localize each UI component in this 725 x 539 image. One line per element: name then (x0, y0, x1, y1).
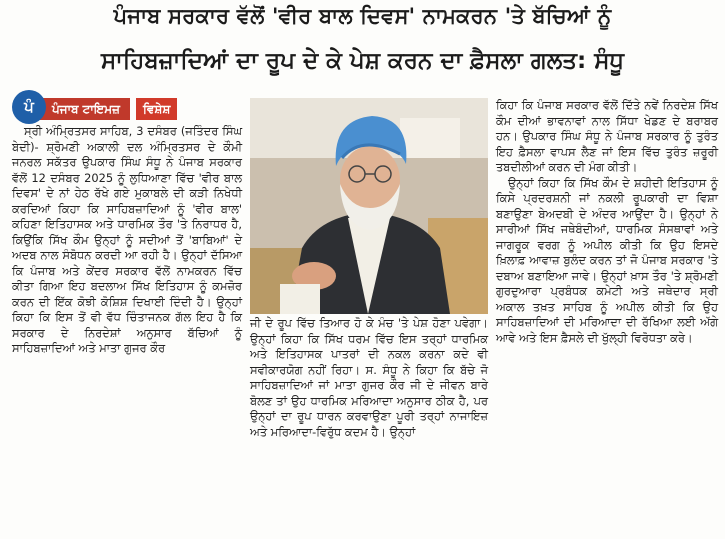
article-paragraph: ਸ੍ਰੀ ਅੰਮ੍ਰਿਤਸਰ ਸਾਹਿਬ, 3 ਦਸੰਬਰ (ਜਤਿੰਦਰ ਸਿੰਘ ਬੇਦੀ)- ਸ਼੍ਰੋਮਣੀ ਅਕਾਲੀ ਦਲ ਅੰਮ੍ਰਿਤਸਰ ਦੇ ਕੌਮੀ ਜਨਰਲ ਸਕੱਤਰ ਉਪਕਾਰ ਸਿੰਘ ਸੰਧੂ ਨੇ ਪੰਜਾਬ ਸਰਕਾਰ ਵੱਲੋਂ 12 ਦਸੰਬਰ 2025 ਨੂੰ ਲੁਧਿਆਣਾ ਵਿੱਚ 'ਵੀਰ ਬਾਲ ਦਿਵਸ' ਦੇ ਨਾਂ ਹੇਠ ਰੱਖੇ ਗਏ ਮੁਕਾਬਲੇ ਦੀ ਕੜੀ ਨਿਖੇਧੀ ਕਰਦਿਆਂ ਕਿਹਾ ਕਿ ਸਾਹਿਬਜ਼ਾਦਿਆਂ ਨੂੰ 'ਵੀਰ ਬਾਲ' ਕਹਿਣਾ ਇਤਿਹਾਸਕ ਅਤੇ ਧਾਰਮਿਕ ਤੌਰ 'ਤੇ ਨਿਰਾਧਰ ਹੈ, ਕਿਉਂਕਿ ਸਿੱਖ ਕੌਮ ਉਨ੍ਹਾਂ ਨੂੰ ਸਦੀਆਂ ਤੋਂ 'ਬਾਬਿਆਂ' ਦੇ ਅਦਬ ਨਾਲ ਸੰਬੋਧਨ ਕਰਦੀ ਆ ਰਹੀ ਹੈ। ਉਨ੍ਹਾਂ ਦੱਸਿਆ ਕਿ ਪੰਜਾਬ ਅਤੇ ਕੇਂਦਰ ਸਰਕਾਰ ਵੱਲੋਂ ਨਾਮਕਰਨ ਵਿੱਚ ਕੀਤਾ ਗਿਆ ਇਹ ਬਦਲਾਅ ਸਿੱਖ ਇਤਿਹਾਸ ਨੂੰ ਕਮਜ਼ੋਰ ਕਰਨ ਦੀ ਇੱਕ ਕੋਝੀ ਕੋਸ਼ਿਸ਼ ਦਿਖਾਈ ਦਿੰਦੀ ਹੈ। ਉਨ੍ਹਾਂ ਕਿਹਾ ਕਿ ਇਸ ਤੋਂ ਵੀ ਵੱਧ ਚਿੰਤਾਜਨਕ ਗੱਲ ਇਹ ਹੈ ਕਿ ਸਰਕਾਰ ਦੇ ਨਿਰਦੇਸ਼ਾਂ ਅਨੁਸਾਰ ਬੱਚਿਆਂ ਨੂੰ ਸਾਹਿਬਜ਼ਾਦਿਆਂ ਅਤੇ ਮਾਤਾ ਗੁਜਰ ਕੌਰ (12, 124, 242, 355)
portrait-photo (250, 98, 488, 314)
headline-line-1: ਪੰਜਾਬ ਸਰਕਾਰ ਵੱਲੋਂ 'ਵੀਰ ਬਾਲ ਦਿਵਸ' ਨਾਮਕਰਨ 'ਤੇ ਬੱਚਿਆਂ ਨੂੰ (113, 4, 612, 28)
article-column-2 (250, 316, 488, 440)
newspaper-name: ਪੰਜਾਬ ਟਾਇਮਜ਼ (36, 98, 130, 120)
section-label: ਵਿਸ਼ੇਸ਼ (136, 98, 177, 120)
article-paragraph: ਉਨ੍ਹਾਂ ਕਿਹਾ ਕਿ ਸਿੱਖ ਕੌਮ ਦੇ ਸ਼ਹੀਦੀ ਇਤਿਹਾਸ ਨੂੰ ਕਿਸੇ ਪ੍ਰਦਰਸ਼ਨੀ ਜਾਂ ਨਕਲੀ ਰੂਪਕਾਰੀ ਦਾ ਵਿਸ਼ਾ ਬਣਾਉਣਾ ਬੇਅਦਬੀ ਦੇ ਅੰਦਰ ਆਉਂਦਾ ਹੈ। ਉਨ੍ਹਾਂ ਨੇ ਸਾਰੀਆਂ ਸਿੱਖ ਜਥੇਬੰਦੀਆਂ, ਧਾਰਮਿਕ ਸੰਸਥਾਵਾਂ ਅਤੇ ਜਾਗਰੂਕ ਵਰਗ ਨੂੰ ਅਪੀਲ ਕੀਤੀ ਕਿ ਉਹ ਇਸਦੇ ਖ਼ਿਲਾਫ਼ ਆਵਾਜ਼ ਬੁਲੰਦ ਕਰਨ ਤਾਂ ਜੋ ਪੰਜਾਬ ਸਰਕਾਰ 'ਤੇ ਦਬਾਅ ਬਣਾਇਆ ਜਾਵੇ। ਉਨ੍ਹਾਂ ਖ਼ਾਸ ਤੌਰ 'ਤੇ ਸ਼੍ਰੋਮਣੀ ਗੁਰਦੁਆਰਾ ਪ੍ਰਬੰਧਕ ਕਮੇਟੀ ਅਤੇ ਜਥੇਦਾਰ ਸ੍ਰੀ ਅਕਾਲ ਤਖ਼ਤ ਸਾਹਿਬ ਨੂੰ ਅਪੀਲ ਕੀਤੀ ਕਿ ਉਹ ਸਾਹਿਬਜ਼ਾਦਿਆਂ ਦੀ ਮਰਿਆਦਾ ਦੀ ਰੱਖਿਆ ਲਈ ਅੱਗੇ ਆਵੇ ਅਤੇ ਇਸ ਫ਼ੈਸਲੇ ਦੀ ਖੁੱਲ੍ਹੀ ਵਿਰੋਧਤਾ ਕਰੇ। (496, 175, 718, 345)
article-paragraph: ਕਿਹਾ ਕਿ ਪੰਜਾਬ ਸਰਕਾਰ ਵੱਲੋਂ ਦਿੱਤੇ ਨਵੇਂ ਨਿਰਦੇਸ਼ ਸਿੱਖ ਕੌਮ ਦੀਆਂ ਭਾਵਨਾਵਾਂ ਨਾਲ ਸਿੱਧਾ ਖੇਡਣ ਦੇ ਬਰਾਬਰ ਹਨ। ਉਪਕਾਰ ਸਿੰਘ ਸੰਧੂ ਨੇ ਪੰਜਾਬ ਸਰਕਾਰ ਨੂੰ ਤੁਰੰਤ ਇਹ ਫ਼ੈਸਲਾ ਵਾਪਸ ਲੈਣ ਜਾਂ ਇਸ ਵਿੱਚ ਤੁਰੰਤ ਜ਼ਰੂਰੀ ਤਬਦੀਲੀਆਂ ਕਰਨ ਦੀ ਮੰਗ ਕੀਤੀ। (496, 98, 718, 174)
article-column-1 (12, 124, 242, 357)
article-paragraph: ਜੀ ਦੇ ਰੂਪ ਵਿੱਚ ਤਿਆਰ ਹੋ ਕੇ ਮੰਚ 'ਤੇ ਪੇਸ਼ ਹੋਣਾ ਪਵੇਗਾ। ਉਨ੍ਹਾਂ ਕਿਹਾ ਕਿ ਸਿੱਖ ਧਰਮ ਵਿੱਚ ਇਸ ਤਰ੍ਹਾਂ ਧਾਰਮਿਕ ਅਤੇ ਇਤਿਹਾਸਕ ਪਾਤਰਾਂ ਦੀ ਨਕਲ ਕਰਨਾ ਕਦੇ ਵੀ ਸਵੀਕਾਰਯੋਗ ਨਹੀਂ ਰਿਹਾ। ਸ. ਸੰਧੂ ਨੇ ਕਿਹਾ ਕਿ ਬੱਚੇ ਜੋ ਸਾਹਿਬਜ਼ਾਦਿਆਂ ਜਾਂ ਮਾਤਾ ਗੁਜਰ ਕੌਰ ਜੀ ਦੇ ਜੀਵਨ ਬਾਰੇ ਬੋਲਣ ਤਾਂ ਉਹ ਧਾਰਮਿਕ ਮਰਿਆਦਾ ਅਨੁਸਾਰ ਠੀਕ ਹੈ, ਪਰ ਉਨ੍ਹਾਂ ਦਾ ਰੂਪ ਧਾਰਨ ਕਰਵਾਉਣਾ ਪੂਰੀ ਤਰ੍ਹਾਂ ਨਾਜਾਇਜ਼ ਅਤੇ ਮਰਿਆਦਾ-ਵਿਰੁੱਧ ਕਦਮ ਹੈ। ਉਨ੍ਹਾਂ (250, 316, 488, 439)
headline-line-2: ਸਾਹਿਬਜ਼ਾਦਿਆਂ ਦਾ ਰੂਪ ਦੇ ਕੇ ਪੇਸ਼ ਕਰਨ ਦਾ ਫ਼ੈਸਲਾ ਗਲਤ: ਸੰਧੂ (100, 48, 625, 74)
punjab-times-logo-icon: ਪੰ (12, 90, 46, 124)
newspaper-badge (12, 98, 177, 120)
article-column-3 (496, 98, 718, 346)
portrait-illustration (250, 98, 488, 314)
